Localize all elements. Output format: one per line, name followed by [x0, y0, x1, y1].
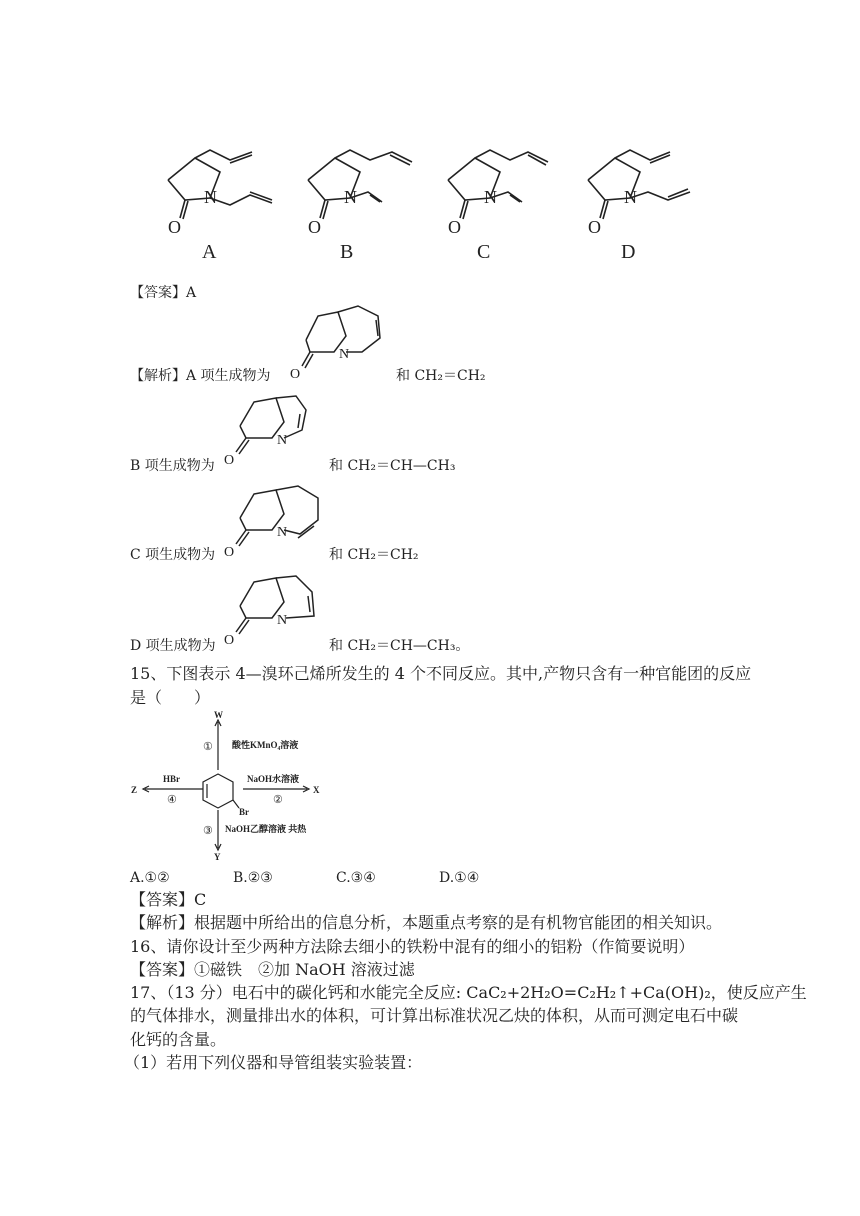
q15-stem-line1: 15、下图表示 4—溴环己烯所发生的 4 个不同反应。其中,产物只含有一种官能团的反应 [130, 664, 752, 683]
atom-o: O [224, 545, 235, 560]
product-d-structure [222, 566, 332, 648]
scheme-y: Y [214, 852, 221, 862]
q17-line1: 17、（13 分）电石中的碳化钙和水能完全反应: CaC₂+2H₂O=C₂H₂↑+Ca(OH)₂，使反应产生 [130, 983, 807, 1002]
atom-n: N [277, 525, 288, 540]
atom-o: O [290, 367, 301, 382]
q14-answer: 【答案】A [130, 285, 197, 301]
scheme-reagent-1: 酸性KMnO₄溶液 [232, 740, 299, 750]
product-b-structure [222, 386, 332, 468]
atom-n-a: N [204, 187, 217, 207]
atom-n: N [277, 433, 288, 448]
q14-c-suffix: 和 CH₂＝CH₂ [329, 547, 419, 563]
option-label-a: A [202, 241, 217, 263]
scheme-step-3: ③ [203, 825, 213, 837]
scheme-step-2: ② [273, 794, 283, 806]
q15-analysis: 【解析】根据题中所给出的信息分析，本题重点考察的是有机物官能团的相关知识。 [130, 913, 723, 932]
atom-n-d: N [624, 187, 637, 207]
atom-o-c: O [448, 217, 461, 237]
q15-option-c: C.③④ [336, 870, 376, 886]
q14-analysis-a-prefix: 【解析】A 项生成物为 [130, 368, 271, 384]
structure-b [308, 150, 412, 219]
structure-c [448, 150, 548, 219]
q17-line2: 的气体排水，测量排出水的体积，可计算出标准状况乙炔的体积，从而可测定电石中碳 [130, 1006, 739, 1025]
scheme-w: W [214, 710, 223, 720]
q17-line3: 化钙的含量。 [130, 1030, 227, 1049]
q14-d-suffix: 和 CH₂＝CH—CH₃。 [329, 638, 470, 654]
structure-a [168, 150, 272, 219]
scheme-step-4: ④ [167, 794, 177, 806]
q17-sub1: （1）若用下列仪器和导管组装实验装置： [124, 1053, 423, 1072]
scheme-step-1: ① [203, 741, 213, 753]
atom-n-c: N [484, 187, 497, 207]
q15-answer: 【答案】C [130, 890, 207, 909]
options-structures-figure [140, 140, 700, 265]
atom-n-b: N [344, 187, 357, 207]
q15-stem-line2: 是（ ） [130, 688, 211, 707]
atom-n: N [339, 347, 350, 362]
option-label-d: D [621, 241, 636, 263]
q14-d-prefix: D 项生成物为 [130, 638, 216, 654]
q15-option-a: A.①② [130, 870, 170, 886]
option-label-c: C [477, 241, 491, 263]
option-label-b: B [340, 241, 354, 263]
atom-n: N [277, 613, 288, 628]
scheme-br: Br [239, 807, 249, 817]
q14-analysis-a-suffix: 和 CH₂＝CH₂ [396, 368, 486, 384]
scheme-z: Z [131, 785, 138, 795]
atom-o-d: O [588, 217, 601, 237]
scheme-x: X [313, 785, 320, 795]
scheme-reagent-4: HBr [163, 774, 180, 784]
atom-o: O [224, 453, 235, 468]
atom-o-a: O [168, 217, 181, 237]
q14-c-prefix: C 项生成物为 [130, 547, 216, 563]
product-a-structure [288, 302, 398, 382]
q15-reaction-scheme [125, 708, 365, 868]
q16-answer: 【答案】①磁铁 ②加 NaOH 溶液过滤 [130, 960, 415, 979]
atom-o-b: O [308, 217, 321, 237]
atom-o: O [224, 633, 235, 648]
q14-b-prefix: B 项生成物为 [130, 458, 215, 474]
scheme-reagent-3: NaOH乙醇溶液 共热 [225, 824, 307, 834]
product-c-structure [222, 478, 332, 560]
q16-stem: 16、请你设计至少两种方法除去细小的铁粉中混有的细小的铝粉（作简要说明） [130, 937, 695, 956]
q15-option-b: B.②③ [233, 870, 273, 886]
q15-option-d: D.①④ [439, 870, 480, 886]
q14-b-suffix: 和 CH₂＝CH—CH₃ [329, 458, 456, 474]
scheme-reagent-2: NaOH水溶液 [247, 774, 300, 784]
structure-d [588, 150, 690, 219]
